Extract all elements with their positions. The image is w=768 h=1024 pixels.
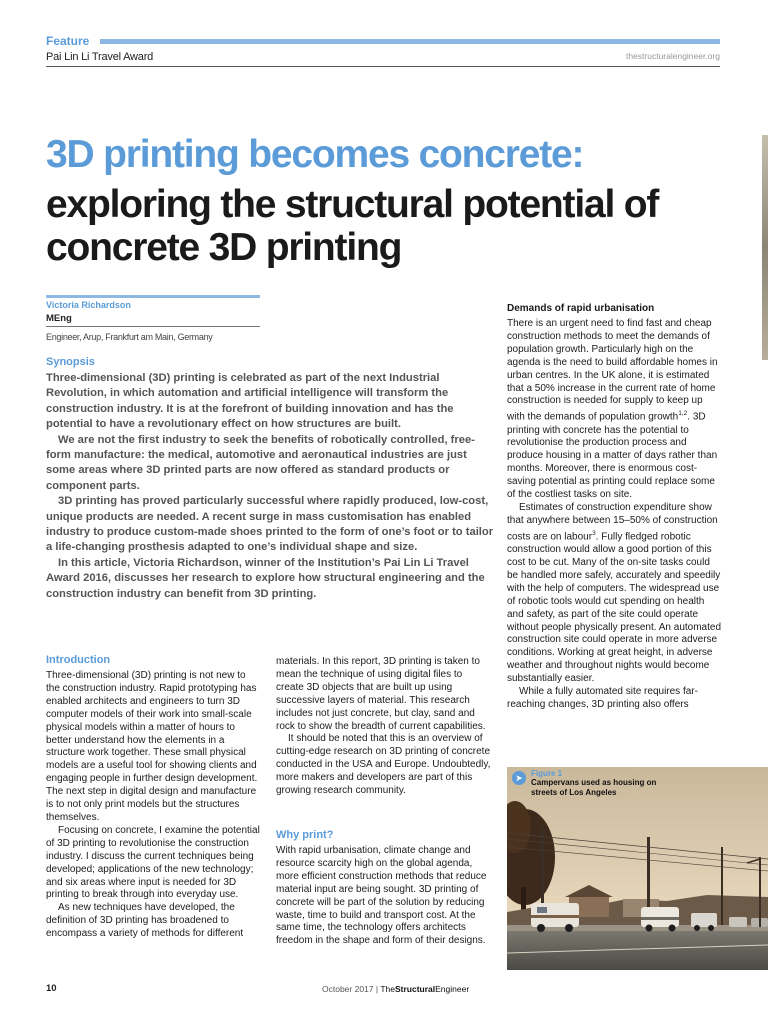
title-line-dark: exploring the structural potential of concrete 3D printing [46,183,659,269]
author-affiliation: Engineer, Arup, Frankfurt am Main, Germany [46,332,213,342]
why-print-text [276,845,492,948]
edge-image-strip [762,135,768,360]
citation-ref: 3 [592,529,596,537]
body-paragraph [507,318,723,502]
introduction-text [46,670,262,941]
section-label: Feature [46,34,90,48]
website-link[interactable]: thestructuralengineer.org [625,51,720,61]
urbanisation-text [507,318,723,712]
column-2-text [276,656,492,798]
figure-badge-icon: ➤ [512,771,526,785]
pub-name: Structural [394,984,436,994]
body-paragraph: materials. In this report, 3D printing is taken to mean the technique of using digital files to create 3D objects that are built up using successive layers of material. This research includes not just concrete, but clay, sand and rock to show the breadth of current capabilities. [276,656,486,732]
author-bar [46,295,260,298]
pub-prefix: The [380,984,395,994]
page-number: 10 [46,983,57,994]
figure-photo [507,767,768,970]
pub-suffix: Engineer [435,984,470,994]
author-degree: MEng [46,313,72,324]
citation-ref: 1,2 [678,410,688,418]
synopsis-text [46,371,494,602]
figure-label: Figure 1 [531,769,563,778]
synopsis-paragraph: We are not the first industry to seek the benefits of robotically controlled, free-form manufacture: the medical, automotive and aeronautical industries are just some areas where 3D printed parts are now offered as standard products or component parts. [46,433,475,492]
urbanisation-heading: Demands of rapid urbanisation [507,303,655,314]
body-paragraph: As new techniques have developed, the definition of 3D printing has broadened to encompass a variety of methods for different [46,902,244,940]
publication-name [380,984,469,994]
synopsis-paragraph: In this article, Victoria Richardson, winner of the Institution’s Pai Lin Li Travel Award 2016, discusses her research to explore how structural engineering and the construction industry can benefit from 3D printing. [46,556,485,600]
street-photo-image [507,767,768,970]
why-print-heading: Why print? [276,829,334,841]
body-paragraph [507,502,723,686]
title-line-blue: 3D printing becomes concrete: [46,133,584,176]
body-paragraph: While a fully automated site requires far-reaching changes, 3D printing also offers [507,686,698,710]
header-rule [46,66,720,67]
body-paragraph: It should be noted that this is an overview of cutting-edge research on 3D printing of concrete conducted in the USA and Europe. Undoubtedly, more makers and developers are part of this growing research community. [276,733,491,797]
synopsis-heading: Synopsis [46,356,95,368]
body-paragraph: With rapid urbanisation, climate change and resource scarcity high on the global agenda, more efficient construction methods that reduce material input are being sought. 3D printing of concrete will be part of the solution by reducing waste, time to build and transport cost. At the same time, the technology offers architects freedom in the shape and form of their designs. [276,845,487,947]
figure-caption: Campervans used as housing on streets of Los Angeles [531,778,657,797]
text-run: . 3D printing with concrete has the potential to revolutionise the production process and produce housing in a matter of days rather than months. Moreover, there is enormous cost-saving potential as printing could replace some of the costliest tasks on site. [507,411,718,501]
synopsis-paragraph: Three-dimensional (3D) printing is celebrated as part of the next Industrial Revolution, in which automation and artificial intelligence will transform the construction industry. It is at the forefront of building innovation and has the potential to have a revolutionary effect on how structures are built. [46,372,454,431]
subsection-label: Pai Lin Li Travel Award [46,51,154,63]
footer-date: October 2017 [322,984,374,994]
text-run: There is an urgent need to find fast and cheap construction methods to meet the demands of population growth. Particularly high on the agenda is the need to build affordable homes in urban centres. In the UK alone, it is estimated that a 50% increase in the current rate of home construction is needed for supply to keep up with the demands of population growth [507,318,718,423]
text-run: Estimates of construction expenditure show that anywhere between 15–50% of construction costs are on labour [507,502,718,543]
author-name: Victoria Richardson [46,300,131,310]
footer-separator: | [375,984,379,994]
author-rule [46,326,260,327]
header-bar [100,39,720,44]
introduction-heading: Introduction [46,654,111,666]
text-run: . Fully fledged robotic construction would allow a good portion of this cost to be cut. Many of the on-site tasks could be handled more safely, accurately and speedily with the help of computers. The widespread use of robotic tools would cut spending on health and safety, as part of the site could operate without people physically present. An automated construction site could operate in more adverse conditions. Working at great height, in adverse weather and throughout nights would become substantially easier. [507,531,722,685]
body-paragraph: Three-dimensional (3D) printing is not new to the construction industry. Rapid prototyping has enabled architects and engineers to turn 3D computer models of their work into small-scale physical models within a matter of hours to better understand how the elements in a structure work together. These small physical models are a useful tool for showing clients and engaging people in further design development. The next step in digital design and manufacture is to not only print models but the structures themselves. [46,670,258,823]
footer-text [322,984,469,994]
body-paragraph: Focusing on concrete, I examine the potential of 3D printing to revolutionise the construction industry. I discuss the current techniques being developed; applications of the new technology; and six areas where input is needed for 3D printing to break through into everyday use. [46,824,260,901]
synopsis-paragraph: 3D printing has proved particularly successful where rapidly produced, low-cost, unique products are needed. A recent surge in mass customisation has enabled industry to produce custom-made shoes printed to the form of one’s foot or to tailor a life-changing prosthesis adapted to one’s individual shape and size. [46,495,494,554]
